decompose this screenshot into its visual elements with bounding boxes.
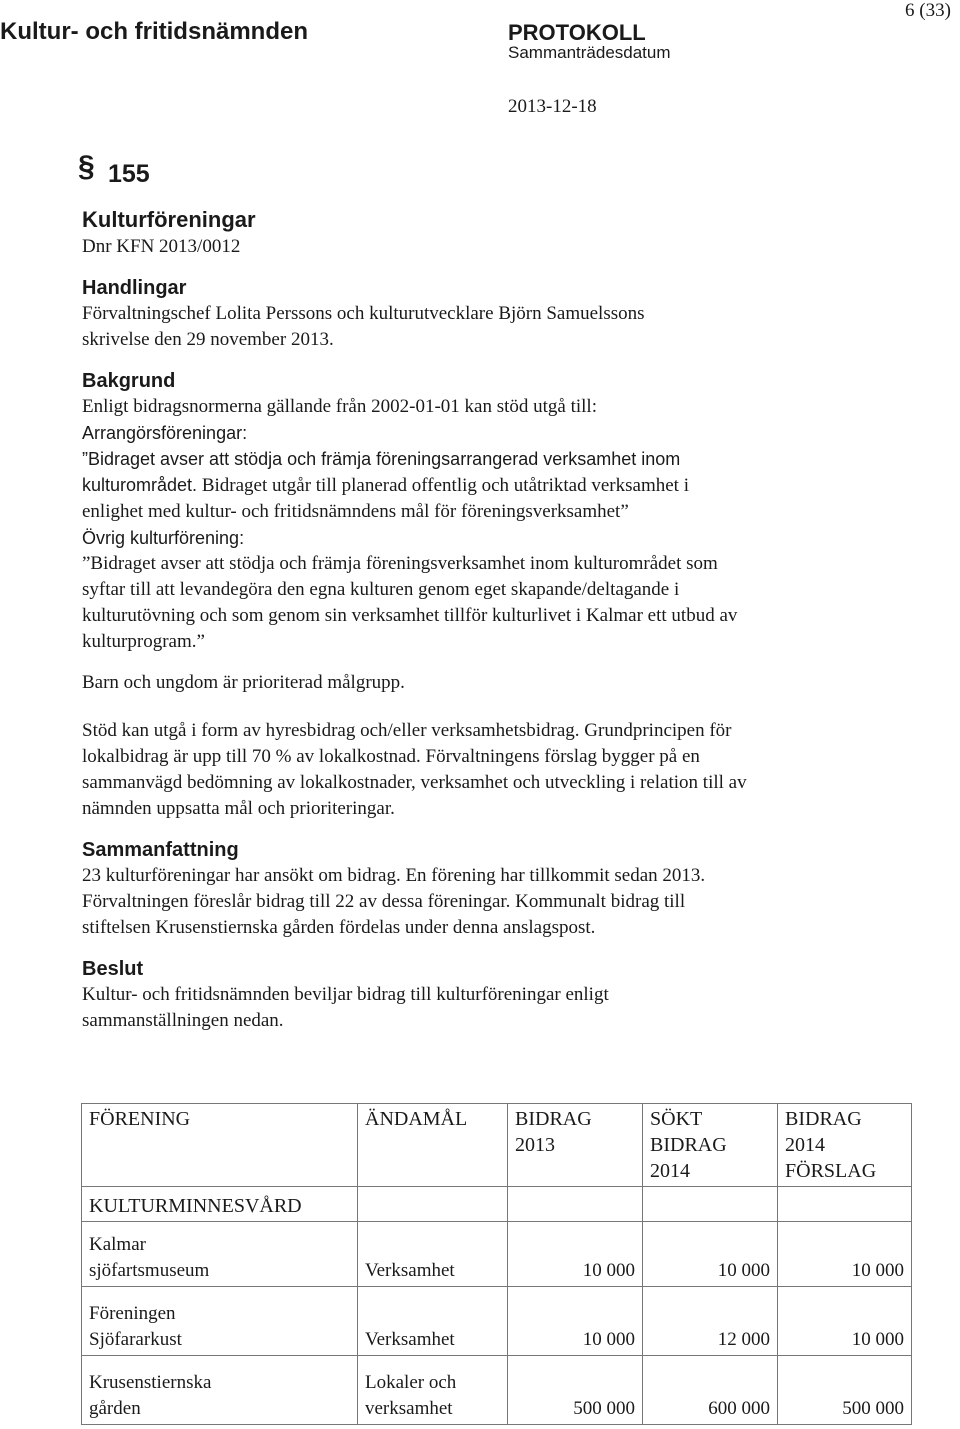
- committee-name: Kultur- och fritidsnämnden: [0, 18, 308, 45]
- cell-forslag-2014: 10 000: [778, 1222, 912, 1287]
- header-label: BIDRAG: [515, 1108, 592, 1130]
- support-line: sammanvägd bedömning av lokalkostnader, verksamhet och utveckling i relation till av: [82, 772, 747, 793]
- bakgrund-line: Arrangörsföreningar:: [82, 423, 248, 443]
- document-type: PROTOKOLL: [508, 20, 646, 45]
- cell-forening: [82, 1356, 358, 1425]
- sammanfattning-line: stiftelsen Krusenstiernska gården fördelas under denna anslagspost.: [82, 917, 596, 938]
- header-label: ÄNDAMÅL: [365, 1108, 468, 1130]
- cell-sokt-2014: 10 000: [643, 1222, 778, 1287]
- table-header-row: [82, 1104, 912, 1187]
- sammanfattning-line: Förvaltningen föreslår bidrag till 22 av dessa föreningar. Kommunalt bidrag till: [82, 891, 686, 912]
- bakgrund-fragment: Bidraget utgår till planerad offentlig och utåtriktad verksamhet i: [201, 475, 689, 496]
- column-header-forening: [82, 1104, 358, 1187]
- bakgrund-line: Övrig kulturförening:: [82, 528, 245, 548]
- sammanfattning-line: 23 kulturföreningar har ansökt om bidrag. En förening har tillkommit sedan 2013.: [82, 865, 706, 886]
- cell-bidrag-2013: 500 000: [508, 1356, 643, 1425]
- header-label: FÖRENING: [89, 1108, 191, 1130]
- category-row: [82, 1187, 912, 1222]
- cell-text: Sjöfararkust: [89, 1329, 182, 1350]
- cell-andamal: [358, 1356, 508, 1425]
- table-row: [82, 1222, 912, 1287]
- cell-sokt-2014: 12 000: [643, 1287, 778, 1356]
- session-date: 2013-12-18: [508, 96, 597, 117]
- priority-line: Barn och ungdom är prioriterad målgrupp.: [82, 672, 405, 693]
- beslut-heading: Beslut: [82, 958, 144, 980]
- bakgrund-line: kulturprogram.”: [82, 631, 205, 652]
- empty-cell: [358, 1187, 508, 1222]
- empty-cell: [643, 1187, 778, 1222]
- header-label: 2014: [650, 1160, 690, 1182]
- empty-cell: [778, 1187, 912, 1222]
- cell-sokt-2014: 600 000: [643, 1356, 778, 1425]
- header-label: 2013: [515, 1134, 555, 1156]
- column-header-bidrag-2013: [508, 1104, 643, 1187]
- cell-forening: [82, 1222, 358, 1287]
- support-line: Stöd kan utgå i form av hyresbidrag och/eller verksamhetsbidrag. Grundprincipen för: [82, 720, 732, 741]
- cell-text: gården: [89, 1398, 141, 1419]
- sammanfattning-heading: Sammanfattning: [82, 839, 239, 861]
- support-line: lokalbidrag är upp till 70 % av lokalkostnad. Förvaltningens förslag bygger på en: [82, 746, 700, 767]
- support-line: nämnden uppsatta mål och prioriteringar.: [82, 798, 395, 819]
- cell-text: Kalmar: [89, 1234, 146, 1255]
- bakgrund-fragment: kulturområdet.: [82, 475, 198, 495]
- header-label: FÖRSLAG: [785, 1160, 877, 1182]
- session-date-label: Sammanträdesdatum: [508, 43, 671, 62]
- cell-forslag-2014: 500 000: [778, 1356, 912, 1425]
- column-header-andamal: [358, 1104, 508, 1187]
- handlingar-heading: Handlingar: [82, 277, 187, 299]
- category-label: KULTURMINNESVÅRD: [82, 1187, 358, 1222]
- handlingar-line: skrivelse den 29 november 2013.: [82, 329, 334, 350]
- bakgrund-line: ”Bidraget avser att stödja och främja föreningsarrangerad verksamhet inom: [82, 449, 681, 469]
- header-label: BIDRAG: [785, 1108, 862, 1130]
- cell-text: Lokaler och: [365, 1372, 457, 1393]
- column-header-sokt-2014: [643, 1104, 778, 1187]
- header-label: 2014: [785, 1134, 825, 1156]
- cell-forslag-2014: 10 000: [778, 1287, 912, 1356]
- cell-text: Föreningen: [89, 1303, 176, 1324]
- case-number: 155: [108, 160, 150, 188]
- cell-andamal: Verksamhet: [358, 1222, 508, 1287]
- grants-table: [81, 1103, 912, 1425]
- cell-text: Krusenstiernska: [89, 1372, 212, 1393]
- bakgrund-line: syftar till att levandegöra den egna kulturen genom eget skapande/deltagande i: [82, 579, 680, 600]
- cell-bidrag-2013: 10 000: [508, 1222, 643, 1287]
- bakgrund-line: kulturutövning och som genom sin verksamhet tillför kulturlivet i Kalmar ett utbud av: [82, 605, 738, 626]
- case-dnr: Dnr KFN 2013/0012: [82, 236, 241, 257]
- bakgrund-line: [82, 472, 882, 499]
- cell-andamal: Verksamhet: [358, 1287, 508, 1356]
- handlingar-line: Förvaltningschef Lolita Perssons och kulturutvecklare Björn Samuelssons: [82, 303, 645, 324]
- beslut-line: Kultur- och fritidsnämnden beviljar bidrag till kulturföreningar enligt: [82, 984, 609, 1005]
- empty-cell: [508, 1187, 643, 1222]
- beslut-line: sammanställningen nedan.: [82, 1010, 284, 1031]
- page-number: 6 (33): [905, 0, 951, 21]
- cell-text: verksamhet: [365, 1398, 453, 1419]
- document-body: [82, 206, 882, 1034]
- header-label: SÖKT: [650, 1108, 703, 1130]
- header-label: BIDRAG: [650, 1134, 727, 1156]
- bakgrund-heading: Bakgrund: [82, 370, 176, 392]
- section-symbol-icon: §: [78, 150, 95, 183]
- cell-forening: [82, 1287, 358, 1356]
- bakgrund-line: ”Bidraget avser att stödja och främja föreningsverksamhet inom kulturområdet som: [82, 553, 718, 574]
- bakgrund-line: enlighet med kultur- och fritidsnämndens mål för föreningsverksamhet”: [82, 501, 629, 522]
- cell-bidrag-2013: 10 000: [508, 1287, 643, 1356]
- bakgrund-line: Enligt bidragsnormerna gällande från 2002-01-01 kan stöd utgå till:: [82, 396, 597, 417]
- column-header-forslag-2014: [778, 1104, 912, 1187]
- table-row: [82, 1356, 912, 1425]
- cell-text: sjöfartsmuseum: [89, 1260, 210, 1281]
- case-title: Kulturföreningar: [82, 207, 256, 232]
- table-row: [82, 1287, 912, 1356]
